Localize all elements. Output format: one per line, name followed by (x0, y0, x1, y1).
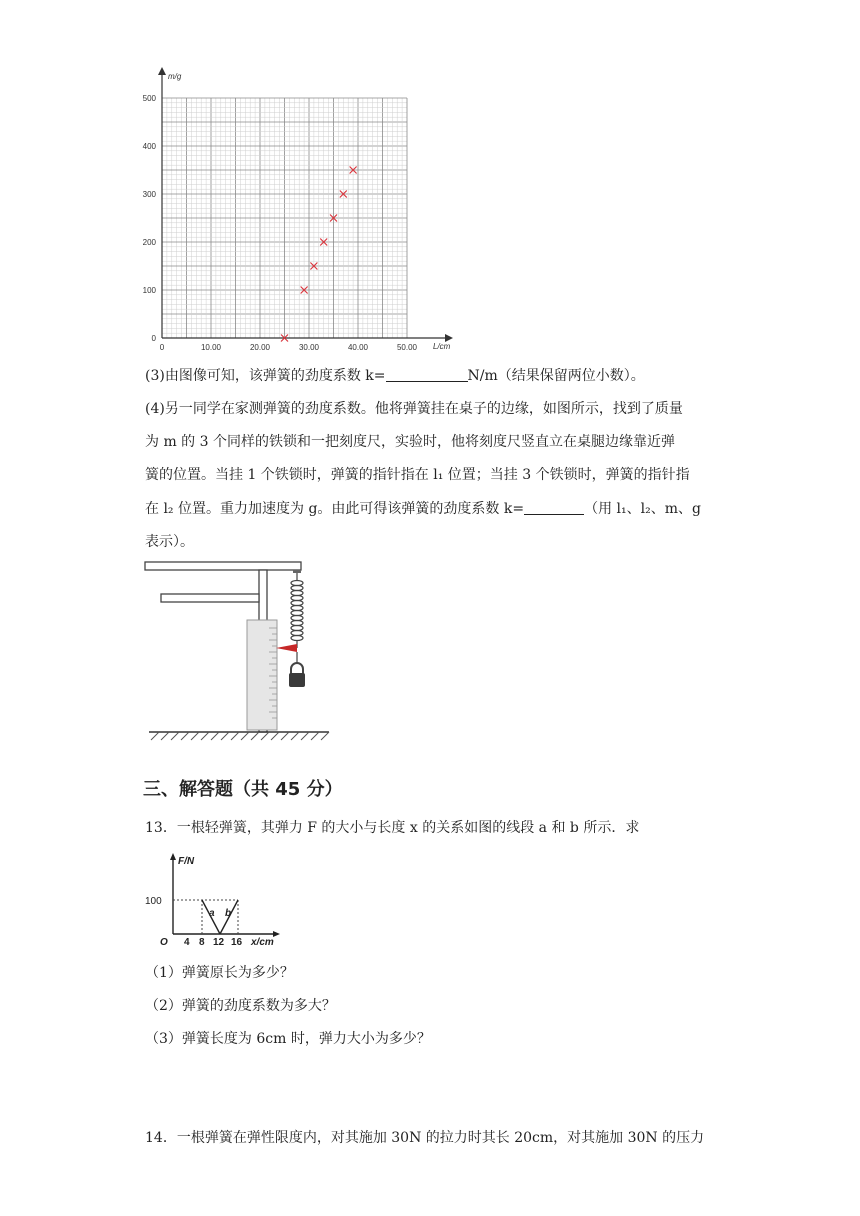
q4-line-4-prefix: 在 l₂ 位置。重力加速度为 g。由此可得该弹簧的劲度系数 k= (145, 501, 525, 517)
chart-axes (158, 67, 453, 342)
graph-x-tick-16: 16 (231, 937, 243, 948)
y-tick-label: 500 (142, 94, 156, 103)
x-tick-labels (160, 343, 418, 352)
spring-apparatus-illustration (143, 558, 333, 743)
force-length-graph (143, 852, 293, 948)
y-tick-label: 100 (142, 286, 156, 295)
q3-answer-blank[interactable] (386, 367, 468, 382)
q4-answer-blank[interactable] (524, 500, 584, 515)
segment-a-label: a (209, 908, 215, 919)
x-tick-label: 30.00 (298, 343, 320, 352)
q14-stem: 14．一根弹簧在弹性限度内，对其施加 30N 的拉力时其长 20cm，对其施加 30N 的压力 (145, 1130, 705, 1146)
y-axis-label: m/g (168, 72, 182, 81)
q3-prefix: (3)由图像可知，该弹簧的劲度系数 k= (145, 368, 386, 384)
segment-b-label: b (225, 908, 232, 919)
y-tick-label: 0 (151, 334, 156, 343)
q4-line-5: 表示）。 (145, 534, 194, 550)
x-tick-label: 0 (159, 343, 165, 352)
graph-y-tick-100: 100 (145, 896, 162, 907)
q3-suffix: N/m（结果保留两位小数）。 (467, 368, 645, 384)
q4-line-1: (4)另一同学在家测弹簧的劲度系数。他将弹簧挂在桌子的边缘，如图所示，找到了质量 (145, 401, 683, 417)
mass-length-chart (135, 65, 455, 355)
x-tick-label: 50.00 (396, 343, 418, 352)
graph-origin-label: O (160, 937, 168, 948)
q13-stem: 13．一根轻弹簧，其弹力 F 的大小与长度 x 的关系如图的线段 a 和 b 所示．求 (145, 820, 640, 836)
x-tick-label: 40.00 (347, 343, 369, 352)
graph-x-tick-12: 12 (213, 937, 225, 948)
graph-y-label: F/N (178, 856, 195, 867)
graph-x-tick-8: 8 (199, 937, 205, 948)
q13-sub-3: （3）弹簧长度为 6cm 时，弹力大小为多少？ (145, 1031, 431, 1047)
graph-x-label: x/cm (251, 937, 274, 948)
q13-sub-2: （2）弹簧的劲度系数为多大？ (145, 998, 336, 1014)
question-3 (145, 366, 645, 386)
q4-line-4-suffix: （用 l₁、l₂、m、g (584, 501, 701, 517)
chart-grid (162, 98, 407, 338)
section-3-title: 三、解答题（共 45 分） (143, 779, 343, 800)
q13-sub-1: （1）弹簧原长为多少？ (145, 965, 294, 981)
y-tick-label: 200 (142, 238, 156, 247)
y-tick-labels (143, 94, 157, 343)
x-tick-label: 20.00 (249, 343, 271, 352)
y-tick-label: 400 (142, 142, 156, 151)
x-axis-label: L/cm (433, 342, 451, 351)
q4-line-3: 簧的位置。当挂 1 个铁锁时，弹簧的指针指在 l₁ 位置；当挂 3 个铁锁时，弹簧的指针指 (145, 467, 690, 483)
q4-line-2: 为 m 的 3 个同样的铁锁和一把刻度尺，实验时，他将刻度尺竖直立在桌腿边缘靠近弹 (145, 434, 675, 450)
y-tick-label: 300 (142, 190, 156, 199)
q4-line-4 (145, 499, 701, 519)
x-tick-label: 10.00 (200, 343, 222, 352)
graph-x-tick-4: 4 (184, 937, 190, 948)
